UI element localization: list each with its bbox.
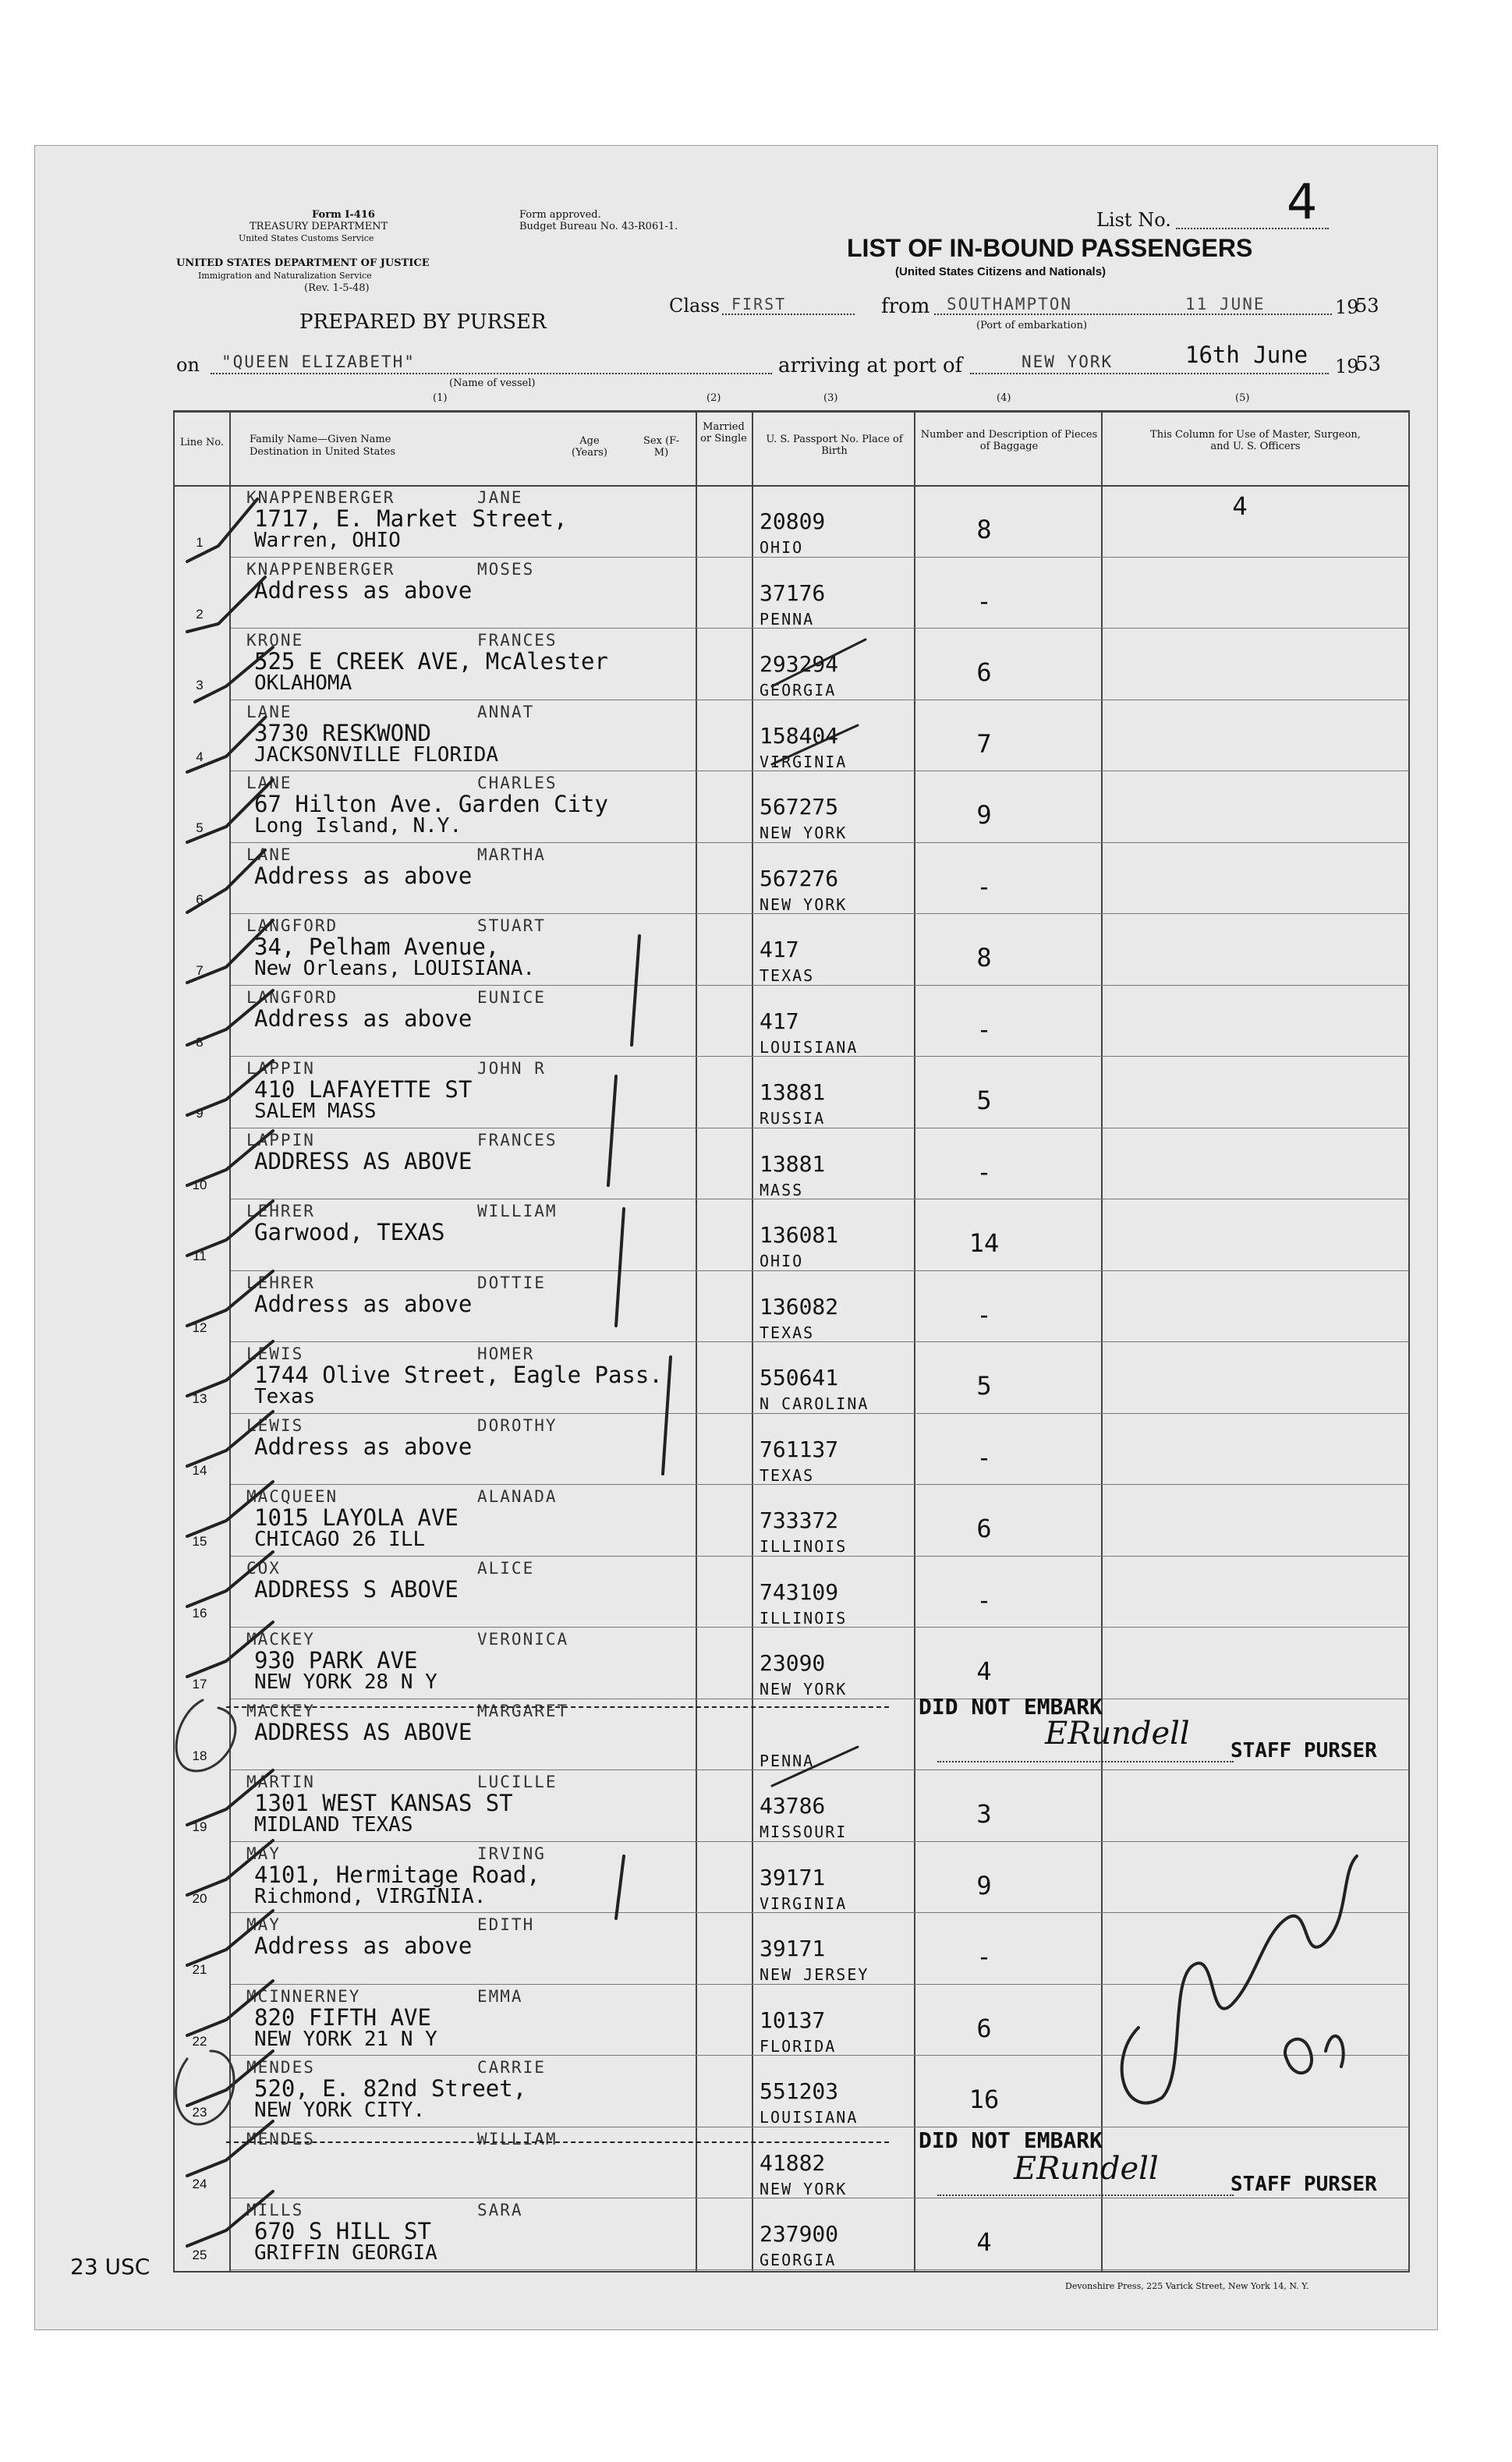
passenger-surname: COX	[246, 1558, 281, 1578]
header-official-use: This Column for Use of Master, Surgeon, and U. S. Officers	[1150, 429, 1361, 452]
destination-address-line2: Richmond, VIRGINIA.	[254, 1884, 487, 1908]
destination-address: Address as above	[254, 1932, 473, 1959]
on-label: on	[176, 354, 200, 376]
place-of-birth: TEXAS	[760, 966, 815, 985]
baggage-count: 8	[976, 943, 992, 972]
from-port: SOUTHAMPTON	[947, 295, 1073, 314]
passenger-given-name: WILLIAM	[477, 2129, 558, 2148]
col-num-3: (3)	[823, 392, 838, 404]
place-of-birth: LOUISIANA	[760, 2108, 859, 2127]
treasury-dept: TREASURY DEPARTMENT	[250, 221, 388, 232]
line-number: 3	[196, 678, 204, 693]
passenger-surname: MAY	[246, 1915, 281, 1934]
line-number: 11	[193, 1249, 207, 1263]
place-of-birth: ILLINOIS	[760, 1608, 848, 1628]
form-approved: Form approved.	[519, 209, 601, 221]
passport-number: 136082	[760, 1293, 839, 1320]
passport-number: 743109	[760, 1578, 839, 1605]
place-of-birth: N CAROLINA	[760, 1394, 869, 1413]
passenger-given-name: ANNAT	[477, 702, 535, 721]
passenger-surname: MILLS	[246, 2201, 304, 2219]
official-use-mark: 4	[1232, 491, 1248, 521]
passenger-given-name: EDITH	[477, 1915, 535, 1934]
from-date: 11 JUNE	[1185, 295, 1266, 314]
passenger-surname: MENDES	[246, 2058, 315, 2077]
destination-address: 34, Pelham Avenue,	[254, 933, 500, 960]
passport-number: 13881	[760, 1079, 826, 1105]
line-number: 8	[196, 1034, 204, 1050]
line-number: 22	[192, 2033, 207, 2049]
passenger-given-name: HOMER	[477, 1344, 535, 1363]
destination-address-line2: NEW YORK CITY.	[254, 2099, 426, 2122]
destination-address-line2: Warren, OHIO	[254, 529, 401, 552]
from-year: 53	[1355, 295, 1379, 317]
passenger-surname: MARTIN	[246, 1773, 315, 1791]
arriving-label: arriving at port of	[778, 354, 963, 377]
passenger-surname: MACQUEEN	[246, 1487, 338, 1506]
passenger-given-name: DOROTHY	[477, 1415, 558, 1435]
prepared-by-purser: PREPARED BY PURSER	[299, 310, 547, 334]
destination-address: 1744 Olive Street, Eagle Pass.	[254, 1362, 663, 1388]
printer-imprint: Devonshire Press, 225 Varick Street, New York 14, N. Y.	[1065, 2281, 1309, 2291]
passport-number: 293294	[760, 651, 839, 677]
place-of-birth: NEW JERSEY	[760, 1965, 869, 1984]
destination-address: ADDRESS AS ABOVE	[254, 1147, 473, 1174]
list-no-label: List No.	[1096, 209, 1171, 231]
line-number: 15	[192, 1534, 207, 1549]
passenger-given-name: DOTTIE	[477, 1273, 546, 1292]
destination-address: 3730 RESKWOND	[254, 719, 431, 746]
passport-number: 13881	[760, 1150, 826, 1177]
place-of-birth: FLORIDA	[760, 2036, 837, 2056]
vessel-caption: (Name of vessel)	[449, 377, 536, 389]
passenger-given-name: LUCILLE	[477, 1773, 558, 1791]
baggage-count: -	[976, 871, 992, 902]
passport-number: 23090	[760, 1650, 826, 1676]
passenger-surname: KNAPPENBERGER	[246, 488, 395, 507]
destination-address: 67 Hilton Ave. Garden City	[254, 791, 608, 817]
passenger-given-name: FRANCES	[477, 631, 558, 650]
passport-number: 761137	[760, 1436, 839, 1462]
destination-address: 4101, Hermitage Road,	[254, 1861, 540, 1888]
arriving-line	[970, 373, 1329, 374]
baggage-count: 9	[976, 800, 992, 830]
line-number: 1	[196, 535, 204, 550]
ins-header: Immigration and Naturalization Service	[198, 271, 372, 281]
destination-address: Address as above	[254, 576, 473, 604]
line-number: 12	[192, 1320, 207, 1335]
line-number: 24	[192, 2176, 207, 2191]
passenger-given-name: EUNICE	[477, 987, 546, 1007]
did-not-embark-note: DID NOT EMBARK	[919, 2127, 1103, 2153]
arrival-year-prefix: 19	[1335, 356, 1359, 377]
place-of-birth: ILLINOIS	[760, 1537, 848, 1556]
destination-address-line2: GRIFFIN GEORGIA	[254, 2241, 437, 2265]
revision: (Rev. 1-5-48)	[304, 282, 370, 294]
passport-number: 417	[760, 937, 799, 962]
line-number: 17	[192, 1677, 207, 1692]
did-not-embark-note: DID NOT EMBARK	[919, 1694, 1103, 1720]
baggage-count: -	[976, 1157, 992, 1187]
passport-number: 733372	[760, 1507, 839, 1533]
arrival-year: 53	[1355, 352, 1382, 376]
passport-number: 417	[760, 1008, 799, 1034]
passport-number: 39171	[760, 1936, 826, 1961]
passenger-surname: MACKEY	[246, 1701, 315, 1720]
passenger-surname: LEWIS	[246, 1344, 304, 1363]
destination-address: 1015 LAYOLA AVE	[254, 1504, 459, 1531]
passenger-surname: LANE	[246, 845, 292, 864]
destination-address: Address as above	[254, 862, 473, 889]
line-number: 25	[192, 2248, 207, 2262]
margin-loop-scrawl	[156, 1684, 312, 2152]
baggage-count: 3	[976, 1799, 992, 1829]
destination-address-line2: Texas	[254, 1385, 316, 1408]
passenger-given-name: CARRIE	[477, 2058, 546, 2077]
passenger-surname: MACKEY	[246, 1630, 315, 1649]
arriving-port: NEW YORK	[1022, 352, 1114, 371]
line-number: 6	[196, 891, 204, 907]
table-right-border	[1408, 410, 1410, 2272]
line-number: 23	[192, 2105, 207, 2120]
col-num-2: (2)	[706, 392, 721, 404]
passenger-surname: MCINNERNEY	[246, 1986, 361, 2006]
destination-address: 1717, E. Market Street,	[254, 505, 568, 532]
baggage-count: -	[976, 1014, 992, 1044]
line-number: 2	[196, 606, 204, 622]
destination-address-line2: JACKSONVILLE FLORIDA	[254, 742, 499, 767]
destination-address: 670 S HILL ST	[254, 2218, 431, 2244]
staff-purser-label: STAFF PURSER	[1230, 1739, 1377, 1762]
baggage-count: 16	[968, 2085, 1000, 2114]
header-sex: Sex (F-M)	[643, 435, 679, 459]
table-top-border	[173, 410, 1410, 413]
passport-number: 567276	[760, 865, 839, 891]
passenger-surname: KRONE	[246, 631, 304, 650]
place-of-birth: VIRGINIA	[760, 752, 848, 771]
passenger-given-name: WILLIAM	[477, 1202, 558, 1220]
passenger-given-name: ALICE	[477, 1558, 535, 1578]
baggage-count: -	[976, 1585, 992, 1615]
baggage-count: 7	[976, 728, 992, 759]
place-of-birth: GEORGIA	[760, 681, 837, 700]
passenger-surname: LANGFORD	[246, 987, 338, 1007]
header-passport: U. S. Passport No. Place of Birth	[766, 434, 903, 457]
destination-address: ADDRESS S ABOVE	[254, 1575, 459, 1603]
passenger-given-name: EMMA	[477, 1986, 523, 2006]
header-married: Married or Single	[700, 421, 747, 445]
purser-signature: ERundell	[1045, 1716, 1190, 1752]
destination-address-line2: OKLAHOMA	[254, 671, 352, 695]
baggage-count: 5	[976, 1371, 992, 1401]
line-number: 18	[192, 1748, 207, 1763]
baggage-count: 6	[976, 657, 992, 687]
baggage-count: -	[976, 1442, 992, 1472]
class-label: Class	[669, 295, 720, 317]
passenger-surname: LEHRER	[246, 1273, 315, 1292]
line-number: 5	[196, 820, 204, 835]
destination-address: 1301 WEST KANSAS ST	[254, 1790, 513, 1816]
passenger-given-name: FRANCES	[477, 1130, 558, 1150]
baggage-count: -	[976, 586, 992, 616]
from-label: from	[881, 295, 930, 318]
place-of-birth: OHIO	[760, 538, 804, 557]
place-of-birth: MASS	[760, 1180, 804, 1199]
manifest-subtitle: (United States Citizens and Nationals)	[895, 265, 1107, 278]
passport-number: 550641	[760, 1365, 839, 1390]
destination-address-line2: Long Island, N.Y.	[254, 814, 462, 838]
destination-address: 520, E. 82nd Street,	[254, 2075, 527, 2102]
purser-signature: ERundell	[1014, 2151, 1159, 2187]
destination-address-line2: NEW YORK 21 N Y	[254, 2027, 437, 2051]
signature-line	[937, 2195, 1234, 2196]
arrival-date: 16th June	[1185, 342, 1308, 368]
destination-address: 525 E CREEK AVE, McAlester	[254, 648, 608, 675]
inspector-signature-scrawl	[1092, 1825, 1372, 2152]
col-num-4: (4)	[997, 392, 1011, 404]
destination-address: ADDRESS AS ABOVE	[254, 1718, 473, 1745]
place-of-birth: RUSSIA	[760, 1109, 826, 1128]
passenger-surname: MENDES	[246, 2129, 315, 2148]
line-number: 19	[192, 1819, 207, 1834]
place-of-birth: LOUISIANA	[760, 1037, 859, 1057]
destination-address-line2: SALEM MASS	[254, 1100, 377, 1123]
baggage-count: -	[976, 1942, 992, 1971]
place-of-birth: TEXAS	[760, 1323, 815, 1342]
passport-number: 237900	[760, 2221, 839, 2247]
passenger-surname: LAPPIN	[246, 1130, 315, 1150]
passport-number: 20809	[760, 508, 826, 534]
destination-address-line2: New Orleans, LOUISIANA.	[254, 957, 536, 980]
passenger-given-name: CHARLES	[477, 774, 558, 792]
vessel-line	[211, 373, 772, 374]
line-number: 9	[196, 1106, 204, 1121]
staff-purser-label: STAFF PURSER	[1230, 2173, 1377, 2196]
passenger-surname: LANGFORD	[246, 916, 338, 935]
line-number: 16	[192, 1605, 207, 1621]
destination-address: Address as above	[254, 1433, 473, 1460]
col-num-5: (5)	[1235, 392, 1250, 404]
passenger-given-name: ALANADA	[477, 1487, 558, 1506]
place-of-birth: NEW YORK	[760, 894, 848, 914]
destination-address-line2: CHICAGO 26 ILL	[254, 1528, 426, 1551]
budget-bureau: Budget Bureau No. 43-R061-1.	[519, 221, 678, 232]
class-value: FIRST	[731, 295, 787, 314]
passenger-surname: LEHRER	[246, 1202, 315, 1220]
baggage-count: 4	[976, 2227, 992, 2257]
passport-number: 41882	[760, 2149, 826, 2176]
passenger-surname: LEWIS	[246, 1415, 304, 1435]
place-of-birth: MISSOURI	[760, 1823, 848, 1841]
line-number: 13	[192, 1391, 207, 1406]
destination-address: Address as above	[254, 1290, 473, 1317]
margin-note: 23 USC	[70, 2254, 150, 2280]
baggage-count: 14	[968, 1228, 1000, 1258]
passenger-surname: MAY	[246, 1844, 281, 1863]
place-of-birth: OHIO	[760, 1252, 804, 1270]
passport-number: 39171	[760, 1864, 826, 1890]
passenger-given-name: JANE	[477, 488, 523, 507]
destination-address: Garwood, TEXAS	[254, 1219, 445, 1245]
doj-header: UNITED STATES DEPARTMENT OF JUSTICE	[176, 257, 430, 269]
from-year-prefix: 19	[1335, 296, 1359, 318]
list-no-value: 4	[1287, 173, 1318, 230]
form-number: Form I-416	[312, 209, 375, 221]
place-of-birth: NEW YORK	[760, 2179, 848, 2198]
place-of-birth: NEW YORK	[760, 1680, 848, 1699]
header-age: Age (Years)	[572, 435, 607, 459]
place-of-birth: PENNA	[760, 1751, 815, 1770]
place-of-birth: GEORGIA	[760, 2251, 837, 2269]
place-of-birth: VIRGINIA	[760, 1893, 848, 1913]
destination-address: 820 FIFTH AVE	[254, 2003, 431, 2031]
vessel-name: "QUEEN ELIZABETH"	[221, 352, 416, 371]
header-baggage: Number and Description of Pieces of Baggage	[920, 429, 1098, 452]
baggage-count: 6	[976, 1514, 992, 1543]
destination-address-line2: NEW YORK 28 N Y	[254, 1670, 437, 1694]
header-family-name: Family Name—Given Name	[250, 434, 391, 445]
handwritten-slash-marks	[749, 499, 905, 1825]
baggage-count: 5	[976, 1086, 992, 1115]
header-line-no: Line No.	[179, 437, 225, 448]
signature-line	[937, 1761, 1234, 1762]
passport-number: 37176	[760, 579, 826, 606]
place-of-birth: TEXAS	[760, 1465, 815, 1485]
line-number: 20	[192, 1890, 207, 1906]
line-number: 4	[196, 749, 204, 764]
passenger-surname: LANE	[246, 702, 292, 721]
place-of-birth: PENNA	[760, 609, 815, 629]
baggage-count: -	[976, 1299, 992, 1330]
baggage-count: 6	[976, 2013, 992, 2043]
passport-number: 43786	[760, 1793, 826, 1819]
from-line	[934, 314, 1332, 315]
passenger-surname: LAPPIN	[246, 1059, 315, 1078]
passenger-given-name: VERONICA	[477, 1630, 569, 1649]
destination-address: 930 PARK AVE	[254, 1647, 418, 1674]
baggage-count: 4	[976, 1656, 992, 1686]
passport-number: 136081	[760, 1222, 839, 1248]
manifest-title: LIST OF IN-BOUND PASSENGERS	[847, 234, 1253, 262]
baggage-count: 9	[976, 1870, 992, 1901]
passenger-given-name: IRVING	[477, 1844, 546, 1863]
line-number: 7	[196, 963, 204, 978]
passenger-given-name: JOHN R	[477, 1059, 546, 1078]
passenger-given-name: MOSES	[477, 559, 535, 579]
destination-address: 410 LAFAYETTE ST	[254, 1076, 473, 1103]
passport-number: 567275	[760, 794, 839, 820]
passenger-given-name: STUART	[477, 916, 546, 935]
passenger-surname: LANE	[246, 774, 292, 792]
passport-number: 158404	[760, 722, 839, 749]
line-number: 14	[192, 1462, 207, 1478]
line-number: 10	[192, 1177, 207, 1192]
destination-address-line2: MIDLAND TEXAS	[254, 1813, 413, 1837]
class-line	[722, 314, 855, 315]
customs-service: United States Customs Service	[239, 233, 374, 243]
baggage-count: 8	[976, 515, 992, 544]
passenger-surname: KNAPPENBERGER	[246, 559, 395, 579]
port-embarkation-caption: (Port of embarkation)	[976, 320, 1088, 331]
col-num-1: (1)	[433, 392, 448, 404]
passenger-given-name: MARGARET	[477, 1701, 569, 1720]
passenger-given-name: SARA	[477, 2201, 523, 2219]
passenger-given-name: MARTHA	[477, 845, 546, 864]
destination-address: Address as above	[254, 1004, 473, 1032]
place-of-birth: NEW YORK	[760, 824, 848, 842]
line-number: 21	[192, 1962, 207, 1977]
passport-number: 551203	[760, 2078, 839, 2104]
passport-number: 10137	[760, 2007, 826, 2033]
header-destination: Destination in United States	[250, 446, 395, 458]
